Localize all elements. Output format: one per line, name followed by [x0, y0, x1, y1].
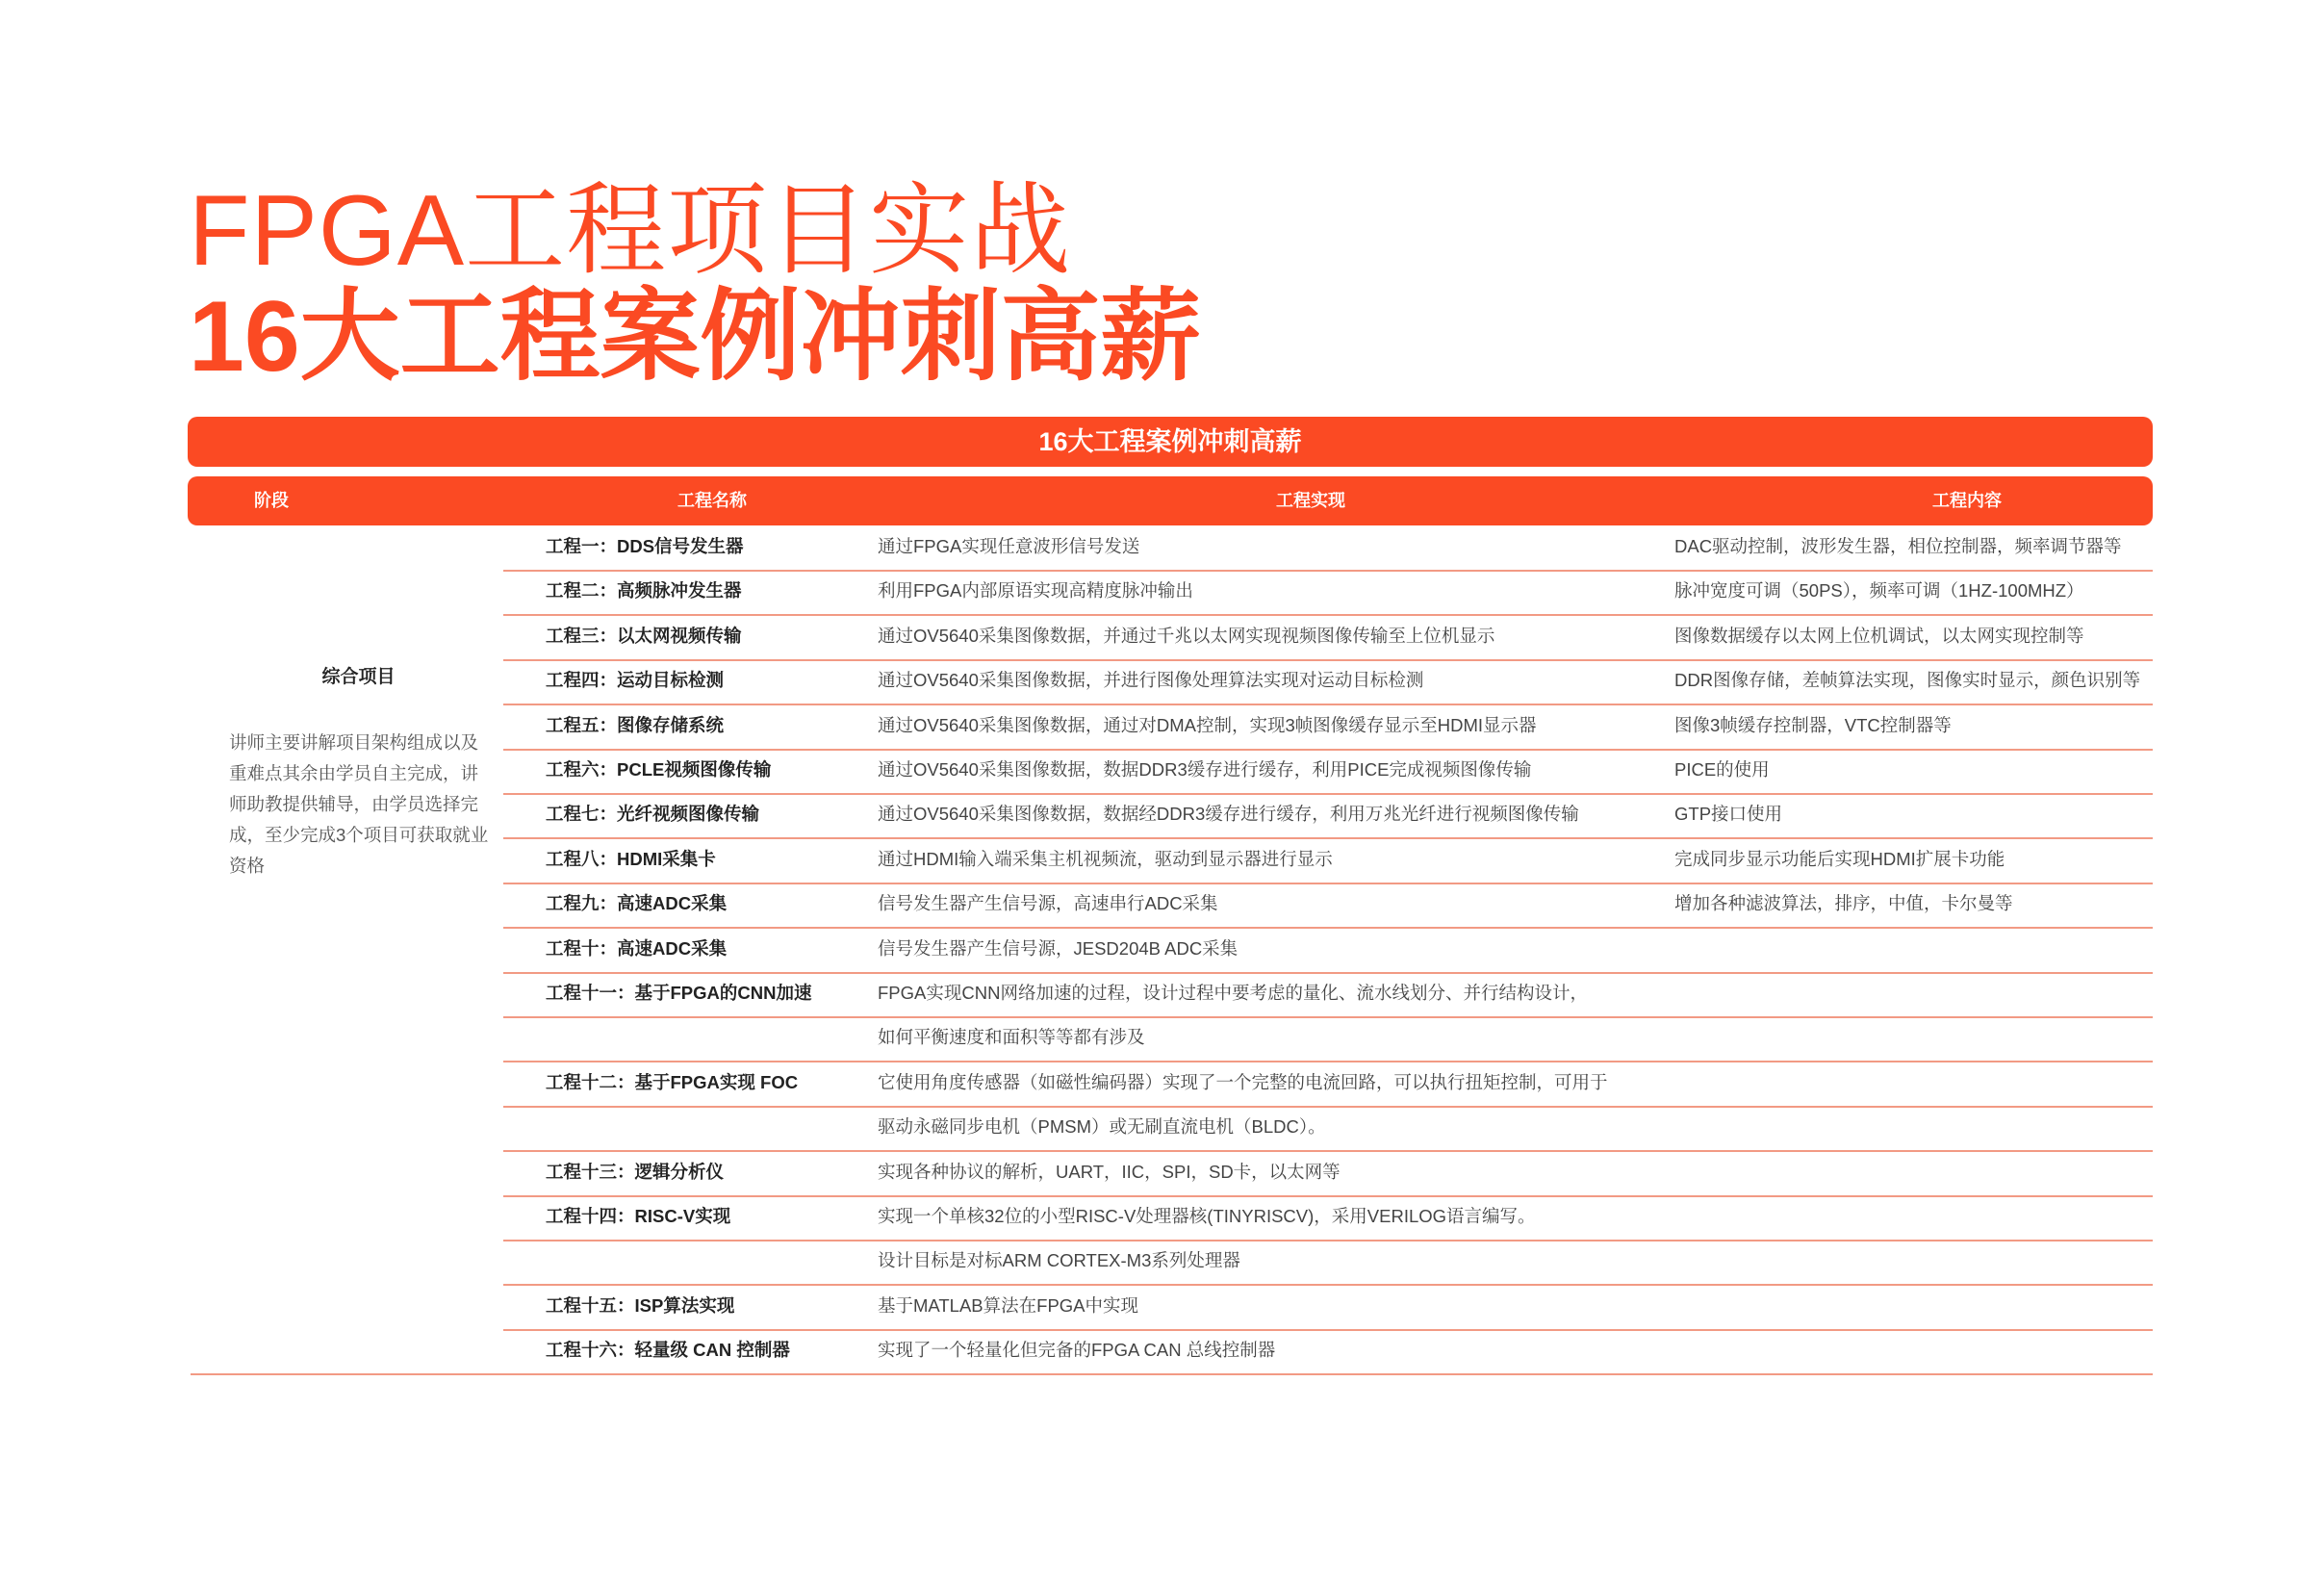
table-row [503, 1062, 2153, 1108]
project-name: 工程十一：基于FPGA的CNN加速 [546, 983, 812, 1003]
project-name: 工程十二：基于FPGA实现 FOC [546, 1071, 799, 1092]
project-name: 工程六：PCLE视频图像传输 [546, 759, 772, 780]
project-name: 工程八：HDMI采集卡 [546, 848, 716, 869]
project-content: PICE的使用 [1674, 759, 1770, 780]
table-row [503, 883, 2153, 929]
table-row [503, 793, 2153, 839]
project-name: 工程三：以太网视频传输 [546, 625, 742, 646]
table-row [503, 615, 2153, 661]
project-impl: 通过OV5640采集图像数据，数据经DDR3缓存进行缓存，利用万兆光纤进行视频图像传输 [878, 804, 1579, 825]
project-name: 工程一：DDS信号发生器 [546, 536, 744, 556]
project-impl: 通过OV5640采集图像数据，通过对DMA控制，实现3帧图像缓存显示至HDMI显示器 [878, 714, 1537, 735]
table-row [503, 1106, 2153, 1152]
stage-description: 讲师主要讲解项目架构组成以及重难点其余由学员自主完成，讲师助教提供辅导，由学员选择完成，至少完成3个项目可获取就业资格 [229, 732, 489, 876]
table-row [503, 570, 2153, 616]
project-impl: 基于MATLAB算法在FPGA中实现 [878, 1294, 1139, 1316]
project-impl: 它使用角度传感器（如磁性编码器）实现了一个完整的电流回路，可以执行扭矩控制，可用于 [878, 1071, 1608, 1092]
project-content: 图像3帧缓存控制器，VTC控制器等 [1674, 714, 1952, 735]
table-row [503, 659, 2153, 705]
project-impl: 通过FPGA实现任意波形信号发送 [878, 536, 1140, 556]
header-stage: 阶段 [254, 491, 289, 510]
table-row [503, 1240, 2153, 1286]
table-row [503, 838, 2153, 884]
table-banner [188, 417, 2153, 467]
page-subtitle: 16大工程案例冲刺高薪 [189, 281, 1201, 393]
project-content: DDR图像存储，差帧算法实现，图像实时显示，颜色识别等 [1674, 670, 2141, 691]
project-name: 工程五：图像存储系统 [546, 714, 725, 735]
project-impl: 实现各种协议的解析，UART，IIC，SPI，SD卡，以太网等 [878, 1161, 1341, 1182]
project-impl: 实现一个单核32位的小型RISC-V处理器核(TINYRISCV)，采用VERILOG语言编写。 [878, 1206, 1536, 1226]
project-impl: FPGA实现CNN网络加速的过程，设计过程中要考虑的量化、流水线划分、并行结构设计， [878, 983, 1588, 1003]
table-row [191, 1329, 2153, 1375]
project-impl: 实现了一个轻量化但完备的FPGA CAN 总线控制器 [878, 1340, 1276, 1361]
table-row [503, 1195, 2153, 1241]
project-name: 工程二：高频脉冲发生器 [546, 580, 742, 602]
project-name: 工程十六：轻量级 CAN 控制器 [546, 1340, 790, 1361]
project-impl: 通过HDMI输入端采集主机视频流，驱动到显示器进行显示 [878, 848, 1333, 869]
project-name: 工程十：高速ADC采集 [546, 937, 728, 959]
project-content: 完成同步显示功能后实现HDMI扩展卡功能 [1674, 848, 2005, 869]
project-name: 工程十五：ISP算法实现 [546, 1294, 735, 1316]
project-impl: 设计目标是对标ARM CORTEX-M3系列处理器 [878, 1250, 1240, 1271]
table-row [503, 1285, 2153, 1331]
project-impl: 信号发生器产生信号源，高速串行ADC采集 [878, 893, 1218, 914]
project-impl: 如何平衡速度和面积等等都有涉及 [878, 1027, 1145, 1048]
project-name: 工程四：运动目标检测 [546, 670, 725, 691]
project-name: 工程十四：RISC-V实现 [546, 1206, 731, 1226]
project-name: 工程九：高速ADC采集 [546, 893, 728, 914]
table-row [503, 525, 2153, 572]
project-impl: 驱动永磁同步电机（PMSM）或无刷直流电机（BLDC）。 [878, 1116, 1326, 1138]
project-impl: 信号发生器产生信号源，JESD204B ADC采集 [878, 937, 1239, 959]
project-content: 脉冲宽度可调（50PS），频率可调（1HZ-100MHZ） [1674, 580, 2084, 602]
header-impl: 工程实现 [1276, 491, 1345, 510]
header-name: 工程名称 [677, 491, 747, 510]
project-content: DAC驱动控制，波形发生器，相位控制器，频率调节器等 [1674, 536, 2122, 556]
table-banner-title: 16大工程案例冲刺高薪 [1038, 427, 1302, 456]
page-title: FPGA工程项目实战 [189, 175, 1072, 287]
table-row [503, 1151, 2153, 1197]
table-row [503, 704, 2153, 751]
stage-title: 综合项目 [321, 667, 396, 687]
table-row [503, 1016, 2153, 1062]
project-impl: 利用FPGA内部原语实现高精度脉冲输出 [878, 580, 1193, 602]
project-name: 工程十三：逻辑分析仪 [546, 1161, 725, 1182]
project-content: 增加各种滤波算法，排序，中值，卡尔曼等 [1674, 893, 2013, 914]
project-impl: 通过OV5640采集图像数据，并进行图像处理算法实现对运动目标检测 [878, 670, 1424, 691]
header-content: 工程内容 [1932, 491, 2002, 510]
table-header [188, 476, 2153, 525]
project-name: 工程七：光纤视频图像传输 [546, 804, 760, 825]
project-impl: 通过OV5640采集图像数据，并通过千兆以太网实现视频图像传输至上位机显示 [878, 625, 1495, 646]
table-row [503, 749, 2153, 795]
project-impl: 通过OV5640采集图像数据，数据DDR3缓存进行缓存，利用PICE完成视频图像传输 [878, 759, 1532, 780]
project-content: 图像数据缓存以太网上位机调试，以太网实现控制等 [1674, 625, 2084, 646]
table-row [503, 972, 2153, 1018]
project-content: GTP接口使用 [1674, 804, 1783, 825]
table-row [503, 928, 2153, 974]
